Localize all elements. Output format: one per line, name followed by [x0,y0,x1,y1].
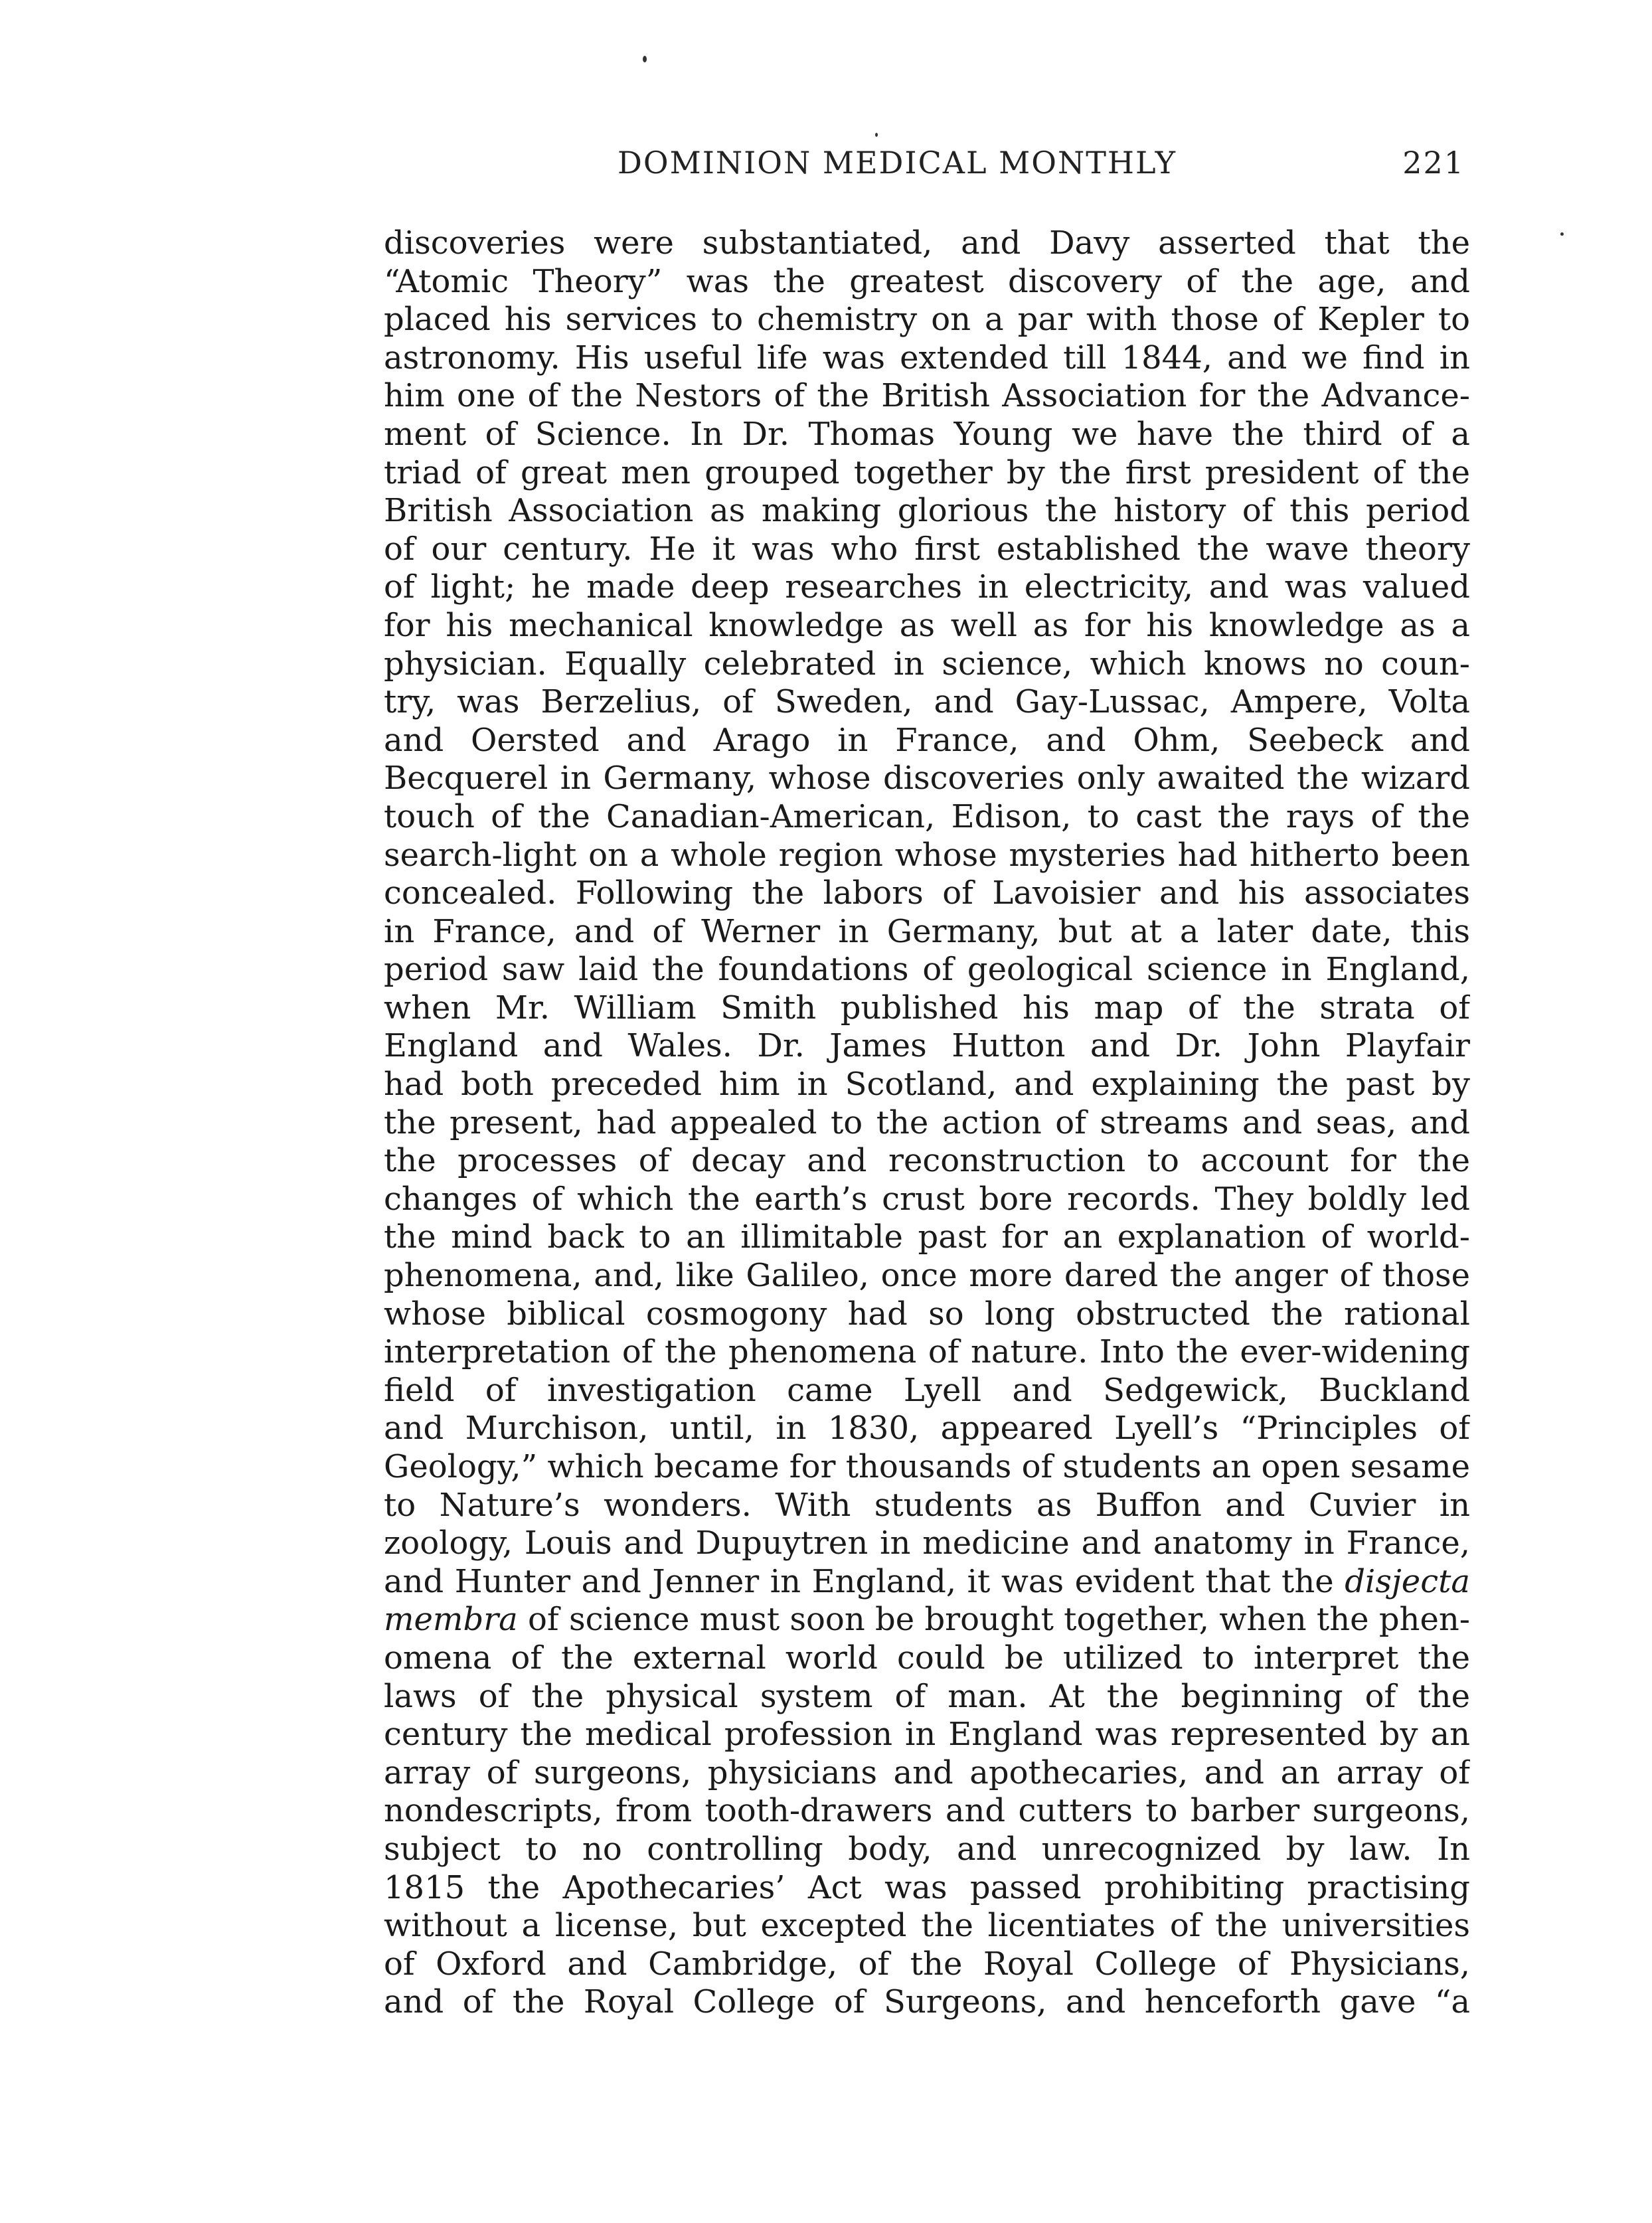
print-speck [875,133,878,137]
text-line: triad of great men grouped together by the first president of the [384,453,1470,491]
text-line: zoology, Louis and Dupuytren in medicine and anatomy in France, [384,1524,1470,1562]
text-line: for his mechanical knowledge as well as for his knowledge as a [384,606,1470,644]
text-line: British Association as making glorious the history of this period [384,492,1470,530]
text-line: phenomena, and, like Galileo, once more dared the anger of those [384,1257,1470,1295]
text-line: try, was Berzelius, of Sweden, and Gay-Lussac, Ampere, Volta [384,683,1470,721]
text-line: discoveries were substantiated, and Davy asserted that the [384,224,1470,262]
print-speck [1560,232,1564,236]
text-line: of light; he made deep researches in electricity, and was valued [384,568,1470,606]
text-line: array of surgeons, physicians and apothecaries, and an array of [384,1754,1470,1791]
text-line: and Murchison, until, in 1830, appeared Lyell’s “Principles of [384,1410,1470,1447]
italic-term: membra [384,1601,518,1639]
text-line: “Atomic Theory” was the greatest discovery of the age, and [384,262,1470,300]
text-line: Geology,” which became for thousands of students an open sesame [384,1448,1470,1485]
text-line: century the medical profession in England was represented by an [384,1716,1470,1754]
text-line: search-light on a whole region whose mysteries had hitherto been [384,836,1470,874]
text-line: period saw laid the foundations of geological science in England, [384,951,1470,989]
print-speck [643,56,647,62]
text-line: laws of the physical system of man. At the beginning of the [384,1677,1470,1715]
text-line: touch of the Canadian-American, Edison, to cast the rays of the [384,797,1470,835]
text-line: astronomy. His useful life was extended till 1844, and we find in [384,339,1470,376]
text-line: 1815 the Apothecaries’ Act was passed prohibiting practising [384,1868,1470,1906]
page-header [618,145,1465,191]
text-line: nondescripts, from tooth-drawers and cutters to barber surgeons, [384,1792,1470,1830]
text-line: the mind back to an illimitable past for an explanation of world- [384,1218,1470,1256]
body-text [384,224,1470,2022]
text-line [384,1601,1470,1639]
text-line: of our century. He it was who first established the wave theory [384,530,1470,568]
text-line: omena of the external world could be utilized to interpret the [384,1639,1470,1677]
text-line: changes of which the earth’s crust bore records. They boldly led [384,1180,1470,1218]
text-line: in France, and of Werner in Germany, but at a later date, this [384,912,1470,950]
text-run: and Hunter and Jenner in England, it was evident that the [384,1562,1334,1600]
text-line: when Mr. William Smith published his map of the strata of [384,989,1470,1027]
text-run: of science must soon be brought together, when the phen- [528,1601,1470,1639]
text-line: placed his services to chemistry on a par with those of Kepler to [384,301,1470,339]
text-line: Becquerel in Germany, whose discoveries only awaited the wizard [384,760,1470,797]
text-line: and of the Royal College of Surgeons, and henceforth gave “a [384,1983,1470,2021]
text-line: of Oxford and Cambridge, of the Royal College of Physicians, [384,1945,1470,1983]
text-line: without a license, but excepted the licentiates of the universities [384,1907,1470,1945]
text-line: ment of Science. In Dr. Thomas Young we have the third of a [384,415,1470,453]
text-line [384,1563,1470,1602]
text-line: and Oersted and Arago in France, and Ohm, Seebeck and [384,721,1470,759]
text-line: England and Wales. Dr. James Hutton and Dr. John Playfair [384,1027,1470,1065]
text-line: field of investigation came Lyell and Sedgewick, Buckland [384,1371,1470,1409]
text-line: physician. Equally celebrated in science, which knows no coun- [384,645,1470,683]
page-number: 221 [1402,145,1465,181]
text-line: whose biblical cosmogony had so long obstructed the rational [384,1295,1470,1333]
italic-term: disjecta [1345,1562,1470,1600]
text-line: interpretation of the phenomena of nature. Into the ever-widening [384,1333,1470,1371]
text-line: had both preceded him in Scotland, and explaining the past by [384,1066,1470,1104]
running-head: DOMINION MEDICAL MONTHLY [618,145,1177,181]
text-line: to Nature’s wonders. With students as Buffon and Cuvier in [384,1486,1470,1524]
text-line: concealed. Following the labors of Lavoisier and his associates [384,874,1470,912]
text-line: him one of the Nestors of the British Association for the Advance- [384,377,1470,415]
text-line: the processes of decay and reconstruction to account for the [384,1142,1470,1180]
text-line: the present, had appealed to the action of streams and seas, and [384,1104,1470,1141]
text-line: subject to no controlling body, and unrecognized by law. In [384,1830,1470,1868]
